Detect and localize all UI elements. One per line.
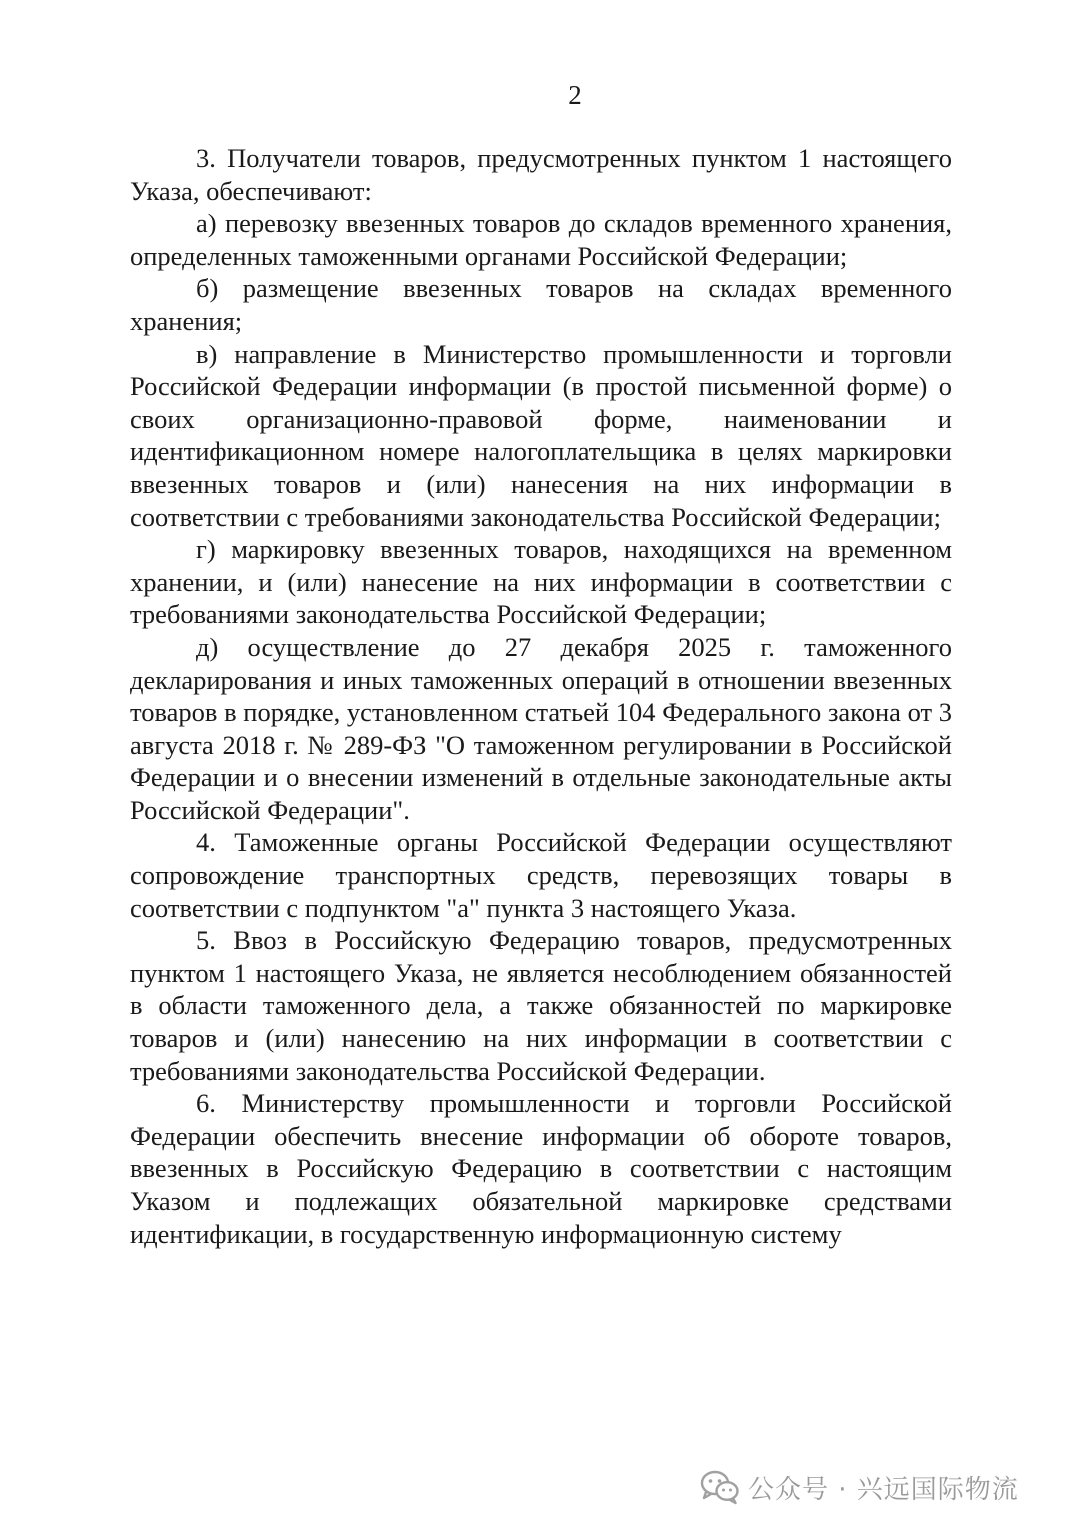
paragraph-3d: д) осуществление до 27 декабря 2025 г. таможенного декларирования и иных таможенных операций в отношении ввезенных товаров в порядке, установленном статьей 104 Федерального закона от 3 августа 2018 г. № 289-ФЗ "О таможенном регулировании в Российской Федерации и о внесении изменений в отдельные законодательные акты Российской Федерации".	[130, 631, 952, 825]
document-body	[130, 142, 952, 1250]
paragraph-5: 5. Ввоз в Российскую Федерацию товаров, предусмотренных пунктом 1 настоящего Указа, не является несоблюдением обязанностей в области таможенного дела, а также обязанностей по маркировке товаров и (или) нанесению на них информации в соответствии с требованиями законодательства Российской Федерации.	[130, 925, 952, 1086]
paragraph-6: 6. Министерству промышленности и торговли Российской Федерации обеспечить внесение информации об обороте товаров, ввезенных в Российскую Федерацию в соответствии с настоящим Указом и подлежащих обязательной маркировке средствами идентификации, в государственную информационную систему	[130, 1088, 952, 1249]
watermark	[700, 1465, 1019, 1509]
wechat-logo-icon	[700, 1469, 740, 1505]
paragraph-3a: а) перевозку ввезенных товаров до складов временного хранения, определенных таможенными органами Российской Федерации;	[130, 208, 952, 271]
paragraph-3b: б) размещение ввезенных товаров на складах временного хранения;	[130, 273, 952, 336]
paragraph-3: 3. Получатели товаров, предусмотренных пунктом 1 настоящего Указа, обеспечивают:	[130, 143, 952, 206]
watermark-text: 公众号 · 兴远国际物流	[748, 1474, 1019, 1505]
paragraph-3g: г) маркировку ввезенных товаров, находящихся на временном хранении, и (или) нанесение на них информации в соответствии с требованиями законодательства Российской Федерации;	[130, 534, 952, 630]
paragraph-4: 4. Таможенные органы Российской Федерации осуществляют сопровождение транспортных средств, перевозящих товары в соответствии с подпунктом "а" пункта 3 настоящего Указа.	[130, 827, 952, 923]
page-number: 2	[568, 80, 582, 110]
paragraph-3v: в) направление в Министерство промышленности и торговли Российской Федерации информации (в простой письменной форме) о своих организационно-правовой форме, наименовании и идентификационном номере налогоплательщика в целях маркировки ввезенных товаров и (или) нанесения на них информации в соответствии с требованиями законодательства Российской Федерации;	[130, 338, 952, 532]
